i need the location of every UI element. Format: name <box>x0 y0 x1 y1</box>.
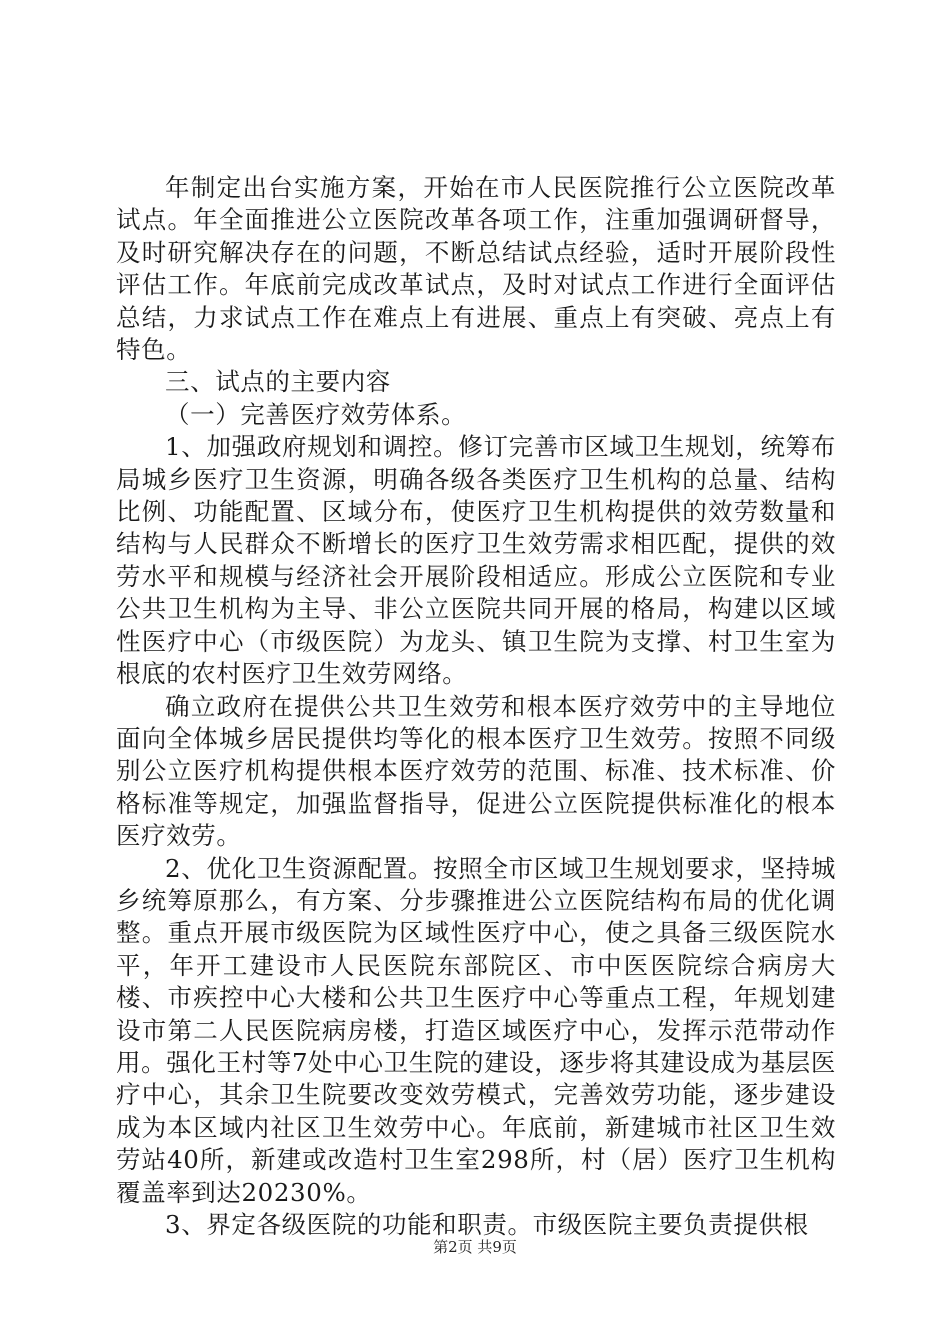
document-body <box>116 172 836 1241</box>
page-footer: 第2页 共9页 <box>433 1238 517 1256</box>
paragraph-government-planning: 1、加强政府规划和调控。修订完善市区域卫生规划，统筹布局城乡医疗卫生资源，明确各级各类医疗卫生机构的总量、结构比例、功能配置、区域分布，使医疗卫生机构提供的效劳数量和结构与人民群众不断增长的医疗卫生效劳需求相匹配，提供的效劳水平和规模与经济社会开展阶段相适应。形成公立医院和专业公共卫生机构为主导、非公立医院共同开展的格局，构建以区域性医疗中心（市级医院）为龙头、镇卫生院为支撑、村卫生室为根底的农村医疗卫生效劳网络。 <box>116 432 836 689</box>
paragraph-reform-timeline: 年制定出台实施方案，开始在市人民医院推行公立医院改革试点。年全面推进公立医院改革各项工作，注重加强调研督导，及时研究解决存在的问题，不断总结试点经验，适时开展阶段性评估工作。年底前完成改革试点，及时对试点工作进行全面评估总结，力求试点工作在难点上有进展、重点上有突破、亮点上有特色。 <box>116 173 836 365</box>
paragraph-government-role: 确立政府在提供公共卫生效劳和根本医疗效劳中的主导地位面向全体城乡居民提供均等化的根本医疗卫生效劳。按照不同级别公立医疗机构提供根本医疗效劳的范围、标准、技术标准、价格标准等规定，加强监督指导，促进公立医院提供标准化的根本医疗效劳。 <box>116 691 836 851</box>
section-heading-main-content: 三、试点的主要内容 <box>165 367 391 397</box>
subsection-heading-service-system: （一）完善医疗效劳体系。 <box>165 399 467 429</box>
paragraph-hospital-functions: 3、界定各级医院的功能和职责。市级医院主要负责提供根 <box>165 1210 809 1239</box>
paragraph-resource-allocation: 2、优化卫生资源配置。按照全市区域卫生规划要求，坚持城乡统筹原那么，有方案、分步骤推进公立医院结构布局的优化调整。重点开展市级医院为区域性医疗中心，使之具备三级医院水平，年开工建设市人民医院东部院区、市中医医院综合病房大楼、市疾控中心大楼和公共卫生医疗中心等重点工程，年规划建设市第二人民医院病房楼，打造区域医疗中心，发挥示范带动作用。强化王村等7处中心卫生院的建设，逐步将其建设成为基层医疗中心，其余卫生院要改变效劳模式，完善效劳功能，逐步建设成为本区域内社区卫生效劳中心。年底前，新建城市社区卫生效劳站40所，新建或改造村卫生室298所，村（居）医疗卫生机构覆盖率到达20230%。 <box>116 853 836 1207</box>
